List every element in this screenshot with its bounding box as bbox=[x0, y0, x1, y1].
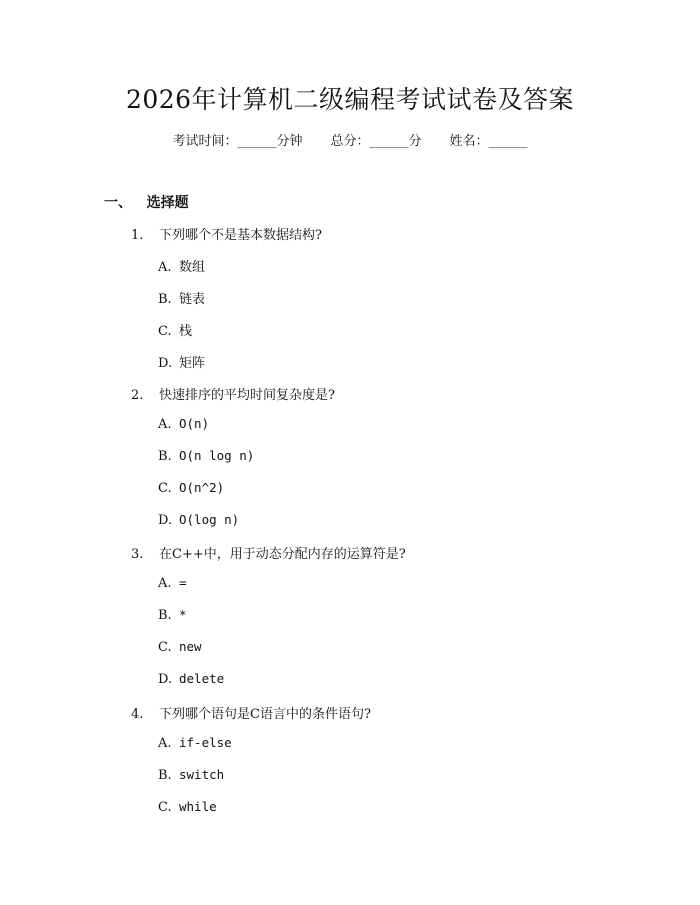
answer-option bbox=[158, 799, 217, 815]
answer-option bbox=[158, 512, 239, 528]
option-text: 链表 bbox=[179, 292, 206, 307]
section-label: 选择题 bbox=[146, 195, 189, 211]
section-number: 一、 bbox=[104, 195, 132, 211]
answer-option bbox=[158, 480, 224, 496]
page-title: 2026年计算机二级编程考试试卷及答案 bbox=[125, 85, 575, 114]
option-letter: D. bbox=[158, 356, 173, 371]
option-letter: C. bbox=[158, 640, 172, 655]
question-number: 2. bbox=[131, 388, 144, 403]
option-text: delete bbox=[179, 671, 225, 686]
option-text: O(log n) bbox=[179, 512, 240, 527]
section-heading bbox=[104, 192, 189, 212]
answer-option bbox=[158, 416, 209, 432]
answer-option bbox=[158, 256, 205, 275]
exam-meta bbox=[0, 130, 700, 149]
exam-time-field: 考试时间：______分钟 bbox=[172, 134, 303, 149]
question bbox=[131, 224, 322, 243]
option-text: * bbox=[179, 607, 187, 622]
option-text: while bbox=[179, 799, 217, 814]
option-letter: B. bbox=[158, 768, 172, 783]
question-number: 3. bbox=[131, 547, 144, 562]
total-score-field: 总分：______分 bbox=[330, 134, 422, 149]
option-text: O(n^2) bbox=[179, 480, 225, 495]
option-text: new bbox=[179, 639, 202, 654]
option-letter: D. bbox=[158, 672, 173, 687]
question-number: 1. bbox=[131, 228, 144, 243]
question bbox=[131, 384, 335, 403]
question-number: 4. bbox=[131, 707, 144, 722]
option-letter: B. bbox=[158, 292, 172, 307]
name-field: 姓名：______ bbox=[449, 134, 528, 149]
answer-option bbox=[158, 607, 187, 623]
option-text: 数组 bbox=[179, 260, 206, 275]
question-text: 快速排序的平均时间复杂度是? bbox=[159, 388, 335, 403]
question bbox=[131, 703, 371, 722]
option-text: O(n log n) bbox=[179, 448, 255, 463]
answer-option bbox=[158, 320, 192, 339]
question bbox=[131, 543, 406, 562]
answer-option bbox=[158, 288, 205, 307]
answer-option bbox=[158, 575, 187, 591]
option-letter: A. bbox=[158, 417, 172, 432]
answer-option bbox=[158, 352, 205, 371]
option-letter: C. bbox=[158, 800, 172, 815]
answer-option bbox=[158, 448, 254, 464]
answer-option bbox=[158, 767, 224, 783]
answer-option bbox=[158, 735, 232, 751]
option-letter: B. bbox=[158, 608, 172, 623]
option-letter: C. bbox=[158, 481, 172, 496]
option-text: if-else bbox=[179, 735, 232, 750]
option-letter: A. bbox=[158, 576, 172, 591]
option-text: 栈 bbox=[179, 324, 193, 339]
option-letter: C. bbox=[158, 324, 172, 339]
option-text: = bbox=[179, 575, 187, 590]
option-letter: A. bbox=[158, 260, 172, 275]
option-letter: B. bbox=[158, 449, 172, 464]
answer-option bbox=[158, 639, 202, 655]
question-text: 在C++中，用于动态分配内存的运算符是? bbox=[159, 547, 406, 562]
option-text: O(n) bbox=[179, 416, 210, 431]
option-text: switch bbox=[179, 767, 225, 782]
question-text: 下列哪个不是基本数据结构? bbox=[159, 228, 322, 243]
answer-option bbox=[158, 671, 224, 687]
option-text: 矩阵 bbox=[179, 356, 206, 371]
option-letter: A. bbox=[158, 736, 172, 751]
option-letter: D. bbox=[158, 513, 173, 528]
question-text: 下列哪个语句是C语言中的条件语句? bbox=[159, 707, 371, 722]
